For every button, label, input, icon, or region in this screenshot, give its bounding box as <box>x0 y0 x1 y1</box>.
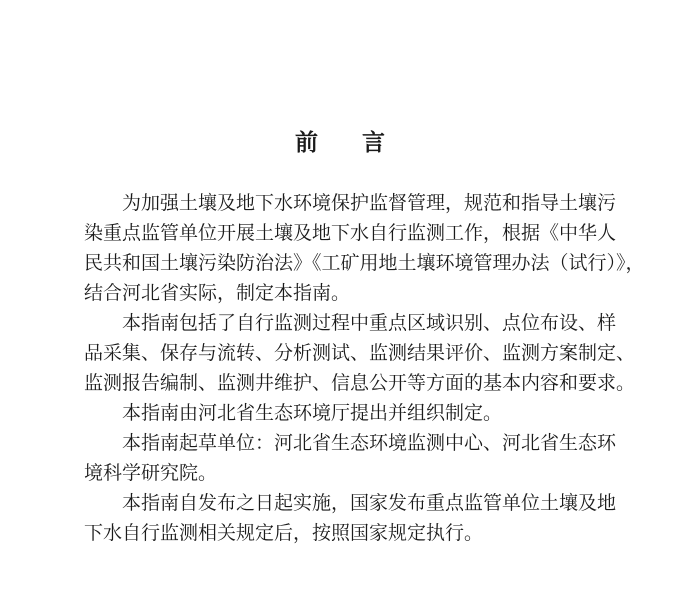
paragraph-line: 本指南由河北省生态环境厅提出并组织制定。 <box>122 402 503 424</box>
page-title: 前 言 <box>294 129 403 156</box>
paragraph-5 <box>84 488 624 548</box>
paragraph-3 <box>84 398 624 428</box>
paragraph-4 <box>84 428 624 488</box>
document-body <box>84 188 645 548</box>
paragraph-line: 下水自行监测相关规定后，按照国家规定执行。 <box>84 522 484 544</box>
paragraph-line: 为加强土壤及地下水环境保护监督管理，规范和指导土壤污 <box>122 192 617 214</box>
paragraph-1 <box>84 188 645 308</box>
paragraph-line: 染重点监管单位开展土壤及地下水自行监测工作，根据《中华人 <box>84 222 617 244</box>
paragraph-line: 本指南包括了自行监测过程中重点区域识别、点位布设、样 <box>122 312 617 334</box>
paragraph-line: 品采集、保存与流转、分析测试、监测结果评价、监测方案制定、 <box>84 342 636 364</box>
paragraph-line: 结合河北省实际，制定本指南。 <box>84 282 351 304</box>
paragraph-2 <box>84 308 636 398</box>
paragraph-line: 本指南自发布之日起实施，国家发布重点监管单位土壤及地 <box>122 492 617 514</box>
paragraph-line: 本指南起草单位：河北省生态环境监测中心、河北省生态环 <box>122 432 617 454</box>
paragraph-line: 监测报告编制、监测井维护、信息公开等方面的基本内容和要求。 <box>84 372 636 394</box>
paragraph-line: 民共和国土壤污染防治法》《工矿用地土壤环境管理办法（试行）》， <box>84 252 645 274</box>
paragraph-line: 境科学研究院。 <box>84 462 218 484</box>
